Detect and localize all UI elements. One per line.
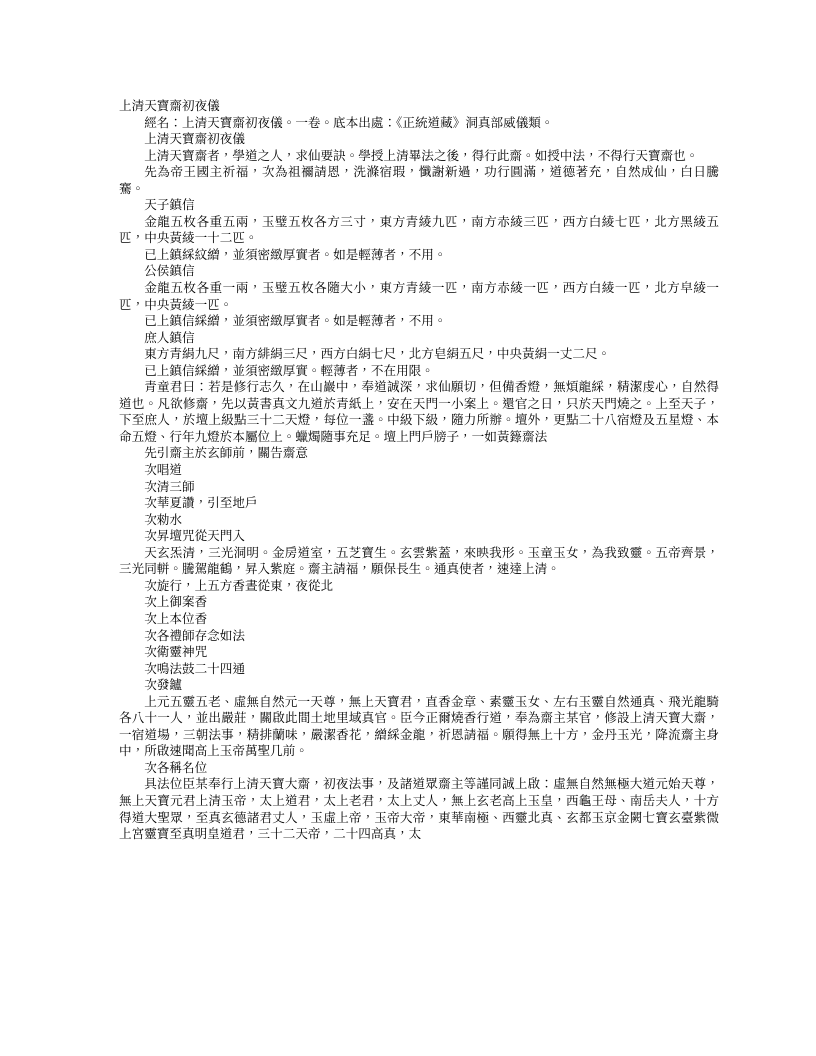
ritual-step: 次各禮師存念如法: [144, 627, 245, 643]
paragraph-invocation: 上元五靈五老、虛無自然元一天尊，無上天寶君，直香金章、素靈玉女、左右玉靈自然通真、飛光龍騎各八十一人，並出嚴莊，關啟此間土地里域真官。臣今正爾燒香行道，奉為齋主某官，修設上清天寶大齋，一宿道場，三朝法事，精排蘭味，嚴潔香花，繒綵金龍，祈恩請福。願得無上十方，金丹玉光，降流齋主身中，所啟速聞高上玉帝萬聖几前。: [119, 693, 719, 759]
ritual-step: 次衛靈神咒: [144, 644, 208, 660]
paragraph-deity-enumeration: 具法位臣某奉行上清天寶大齋，初夜法事，及諸道眾齋主等謹同誠上啟：虛無自然無極大道元始天尊，無上天寶元君上清玉帝，太上道君，太上老君，太上丈人，無上玄老高上玉皇，西龜王母、南岳夫人，十方得道大聖眾，至真玄德諸君丈人，玉虛上帝，玉帝大帝，東華南極、西靈北真、玄都玉京金闕七寶玄臺紫微上宮靈寶至真明皇道君，三十二天帝，二十四高真，太: [119, 776, 719, 842]
ritual-step: 次發鑪: [144, 677, 182, 693]
paragraph-preface: 上清天寶齋者，學道之人，求仙要訣。學授上清畢法之後，得行此齋。如授中法，不得行天寶齋也。: [144, 147, 699, 163]
ritual-step: 次鳴法鼓二十四通: [144, 660, 245, 676]
paragraph-tianzi-offerings: 金龍五枚各重五兩，玉璧五枚各方三寸，東方青綾九匹，南方赤綾三匹，西方白綾七匹，北方黑綾五匹，中央黃綾一十二匹。: [119, 213, 719, 246]
section-heading-chengmingwei: 次各稱名位: [144, 759, 208, 775]
document-text-body: [119, 98, 719, 843]
document-heading: 上清天寶齋初夜儀: [119, 98, 220, 113]
ritual-step: 先引齋主於玄師前，關告齋意: [144, 445, 308, 461]
paragraph-ascent-incantation: 天玄炁清，三光洞明。金房道室，五芝寶生。玄雲紫蓋，來映我形。玉童玉女，為我致靈。五帝齊景，三光同軿。騰駕龍鶴，昇入紫庭。齋主請福，願保長生。通真使者，速達上清。: [119, 544, 719, 577]
ritual-step: 次清三師: [144, 478, 195, 494]
inner-title: 上清天寶齋初夜儀: [144, 131, 245, 147]
section-heading-gonghou: 公侯鎮信: [144, 263, 195, 279]
section-heading-shuren: 庶人鎮信: [144, 329, 195, 345]
paragraph-gonghou-offerings: 金龍五枚各重一兩，玉璧五枚各隨大小，東方青綾一匹，南方赤綾一匹，西方白綾一匹，北方皁綾一匹，中央黃綾一匹。: [119, 280, 719, 312]
ritual-step: 次華夏讚，引至地戶: [144, 495, 258, 511]
ritual-step: 次上御案香: [144, 594, 208, 610]
ritual-step: 次唱道: [144, 462, 182, 478]
ritual-step: 次勑水: [144, 511, 182, 527]
paragraph-qingtongjun-discourse: 青童君曰：若是修行志久，在山巖中，奉道誠深，求仙願切，但備香燈，無煩龍綵，精潔虔心，自然得道也。凡欲修齋，先以黃書真文九道於青紙上，安在天門一小案上。還官之日，只於天門燒之。上至天子，下至庶人，於壇上級點三十二天燈，每位一盞。中級下級，隨力所辦。壇外，更點二十八宿燈及五星燈、本命五燈、行年九燈於本屬位上。蠟燭隨事充足。壇上門戶牓子，一如黃籙齋法: [119, 379, 719, 444]
ritual-step: 次上本位香: [144, 610, 208, 626]
bibliographic-note: 經名：上清天寶齋初夜儀。一卷。底本出處：《正統道藏》洞真部威儀類。: [144, 114, 554, 130]
ritual-step: 次昇壇咒從天門入: [144, 528, 245, 544]
paragraph-shuren-offerings: 東方青絹九尺，南方緋絹三尺，西方白絹七尺，北方皂絹五尺，中央黃絹一丈二尺。: [144, 346, 611, 362]
paragraph-gonghou-note: 已上鎮信綵繒，並須密緻厚實者。如是輕薄者，不用。: [144, 313, 447, 329]
paragraph-tianzi-note: 已上鎮綵紋繒，並須密緻厚實者。如是輕薄者，不用。: [144, 246, 447, 262]
section-heading-tianzi: 天子鎮信: [144, 197, 195, 213]
paragraph-purpose: 先為帝王國主祈福，次為祖禰請恩，洗滌宿瑕，懺謝新過，功行圓滿，道德著充，自然成仙，白日騰騫。: [119, 164, 719, 196]
ritual-step: 次旋行，上五方香晝從東，夜從北: [144, 577, 334, 593]
paragraph-shuren-note: 已上鎮信綵繒，並須密緻厚實。輕薄者，不在用限。: [144, 362, 434, 378]
